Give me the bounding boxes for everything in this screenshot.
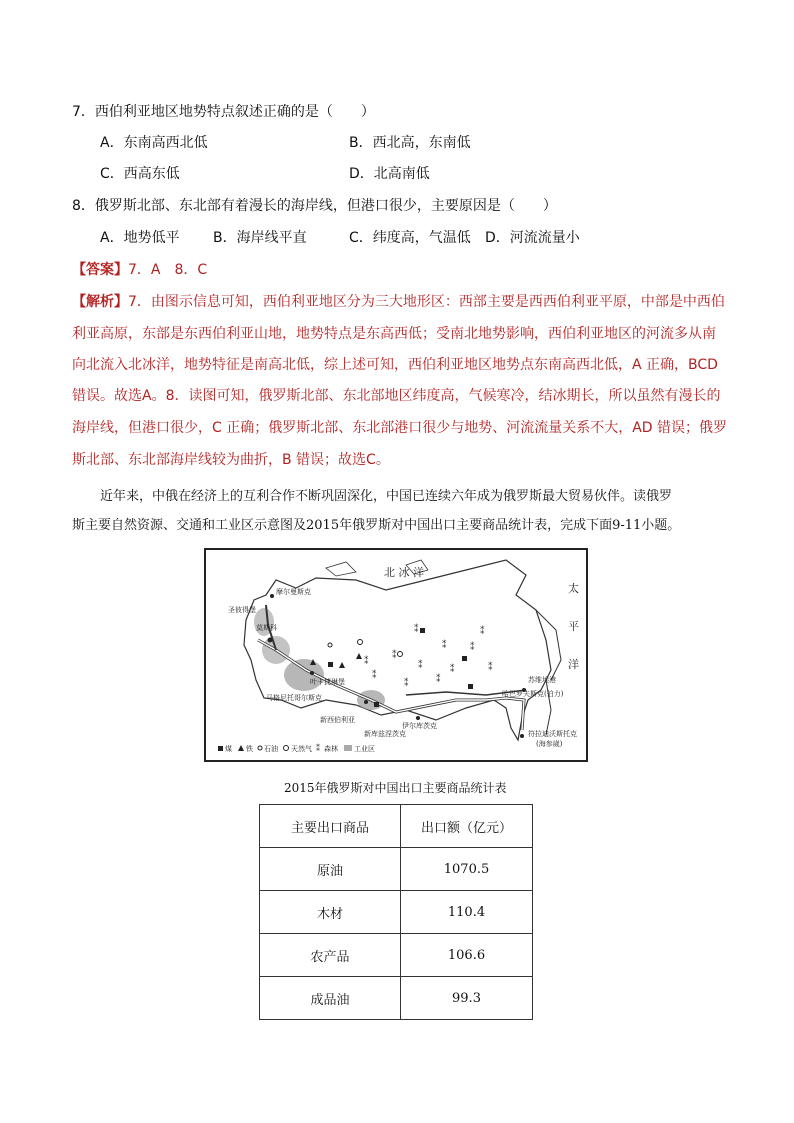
answer-line xyxy=(72,260,207,280)
answer-text: 7．A 8．C xyxy=(128,262,208,278)
map-label-pacific-1: 太 xyxy=(568,582,579,595)
gas-symbol xyxy=(358,640,363,645)
table-cell-amount: 1070.5 xyxy=(401,848,533,891)
map-label-novokuznetsk: 新库兹涅茨克 xyxy=(364,730,406,738)
svg-text:⁑: ⁑ xyxy=(392,651,397,661)
russia-map xyxy=(204,548,588,762)
table-row xyxy=(260,891,533,934)
legend-oil: 石油 xyxy=(264,745,278,753)
map-label-murmansk: 摩尔曼斯克 xyxy=(276,588,311,596)
analysis-line-2: 利亚高原，东部是东西伯利亚山地，地势特点是东高西低；受南北地势影响，西伯利亚地区的河流多从南 xyxy=(72,326,716,342)
analysis-line-5: 海岸线，但港口很少，C 正确；俄罗斯北部、东北部港口很少与地势、河流流量关系不大，AD 错误；俄罗 xyxy=(72,420,728,436)
coal-symbol xyxy=(420,628,425,633)
intro-line-1: 近年来，中俄在经济上的互利合作不断巩固深化，中国已连续六年成为俄罗斯最大贸易伙伴。读俄罗 xyxy=(100,489,673,504)
table-caption: 2015年俄罗斯对中国出口主要商品统计表 xyxy=(284,781,507,795)
forest-symbols xyxy=(364,623,493,689)
legend-industry-symbol xyxy=(344,745,352,751)
q7-stem: 7．西伯利亚地区地势特点叙述正确的是（ ） xyxy=(72,104,375,120)
city-dot-irkutsk xyxy=(416,716,420,720)
legend-coal-symbol xyxy=(218,746,223,751)
svg-text:⁑: ⁑ xyxy=(442,641,447,651)
map-label-arctic-ocean: 北 冰 洋 xyxy=(384,566,424,579)
svg-text:⁑: ⁑ xyxy=(480,627,485,637)
legend-coal: 煤 xyxy=(225,745,232,753)
table-row xyxy=(260,977,533,1020)
oil-symbol xyxy=(328,643,332,647)
q7-option-b: B．西北高，东南低 xyxy=(349,135,471,151)
q8-option-b: B．海岸线平直 xyxy=(213,230,307,246)
iron-symbol xyxy=(356,653,362,659)
q8-stem: 8．俄罗斯北部、东北部有着漫长的海岸线，但港口很少，主要原因是（ ） xyxy=(72,198,557,214)
city-dot-yekaterinburg xyxy=(310,671,314,675)
city-dot-vladivostok xyxy=(520,734,524,738)
answer-tag: 【答案】 xyxy=(72,262,128,278)
table-row xyxy=(260,848,533,891)
svg-text:⁑: ⁑ xyxy=(414,625,419,635)
legend-industry: 工业区 xyxy=(354,745,375,753)
analysis-line-6: 斯北部、东北部海岸线较为曲折，B 错误；故选C。 xyxy=(72,452,390,468)
legend-gas: 天然气 xyxy=(291,745,312,753)
gas-symbol xyxy=(398,652,403,657)
russia-map-drawing xyxy=(206,550,586,760)
intro-line-2: 斯主要自然资源、交通和工业区示意图及2015年俄罗斯对中国出口主要商品统计表，完成下面9-11小题。 xyxy=(72,518,681,533)
city-dot-moscow xyxy=(268,638,273,643)
q8-option-a: A．地势低平 xyxy=(100,230,180,246)
analysis-line-4: 错误。故选A。8．读图可知，俄罗斯北部、东北部地区纬度高，气候寒冷，结冰期长，所以虽然有漫长的 xyxy=(72,388,721,404)
legend-gas-symbol xyxy=(284,746,289,751)
map-label-stpetersburg: 圣彼得堡 xyxy=(228,606,256,614)
svg-text:⁑: ⁑ xyxy=(404,679,409,689)
map-label-vanino: 苏维埃港 xyxy=(528,676,556,684)
legend-iron: 铁 xyxy=(246,745,253,753)
svg-text:⁑: ⁑ xyxy=(488,663,493,673)
table-row xyxy=(260,934,533,977)
table-header-commodity: 主要出口商品 xyxy=(260,805,401,848)
coal-symbol xyxy=(468,684,473,689)
map-label-novosibirsk: 新西伯利亚 xyxy=(320,716,355,724)
coal-symbol xyxy=(374,702,379,707)
table-cell-commodity: 原油 xyxy=(260,848,401,891)
map-label-pacific-3: 洋 xyxy=(568,658,579,671)
table-header-row xyxy=(260,805,533,848)
analysis-tag: 【解析】 xyxy=(72,294,128,310)
city-dot-novosibirsk xyxy=(364,700,368,704)
table-cell-commodity: 成品油 xyxy=(260,977,401,1020)
city-dot-murmansk xyxy=(270,594,274,598)
coal-symbol xyxy=(328,662,333,667)
svg-text:⁑: ⁑ xyxy=(418,661,423,671)
q7-option-d: D．北高南低 xyxy=(349,166,430,182)
table-cell-amount: 106.6 xyxy=(401,934,533,977)
svg-text:⁑: ⁑ xyxy=(372,671,377,681)
iron-symbol xyxy=(339,662,345,668)
map-label-yekaterinburg: 叶卡捷琳堡 xyxy=(310,678,345,686)
legend-oil-symbol xyxy=(258,746,262,750)
map-label-moscow: 莫斯科 xyxy=(256,624,277,632)
q7-option-c: C．西高东低 xyxy=(100,166,180,182)
legend-forest-symbol: ⁑ xyxy=(316,744,320,753)
svg-text:⁑: ⁑ xyxy=(470,643,475,653)
analysis-line-1 xyxy=(72,292,725,312)
q7-option-a: A．东南高西北低 xyxy=(100,135,208,151)
legend-forest: 森林 xyxy=(324,745,338,753)
map-label-vladivostok: 符拉迪沃斯托克 xyxy=(528,730,577,738)
svg-text:⁑: ⁑ xyxy=(436,675,441,685)
q8-option-c: C．纬度高，气温低 xyxy=(349,230,471,246)
legend-iron-symbol xyxy=(238,745,244,751)
export-table xyxy=(259,804,533,1020)
q8-option-d: D．河流流量小 xyxy=(485,230,580,246)
svg-text:⁑: ⁑ xyxy=(364,657,369,667)
analysis-line-3: 向北流入北冰洋，地势特征是南高北低，综上述可知，西伯利亚地区地势点东南高西北低，A 正确，BCD xyxy=(72,357,718,373)
map-label-khabarovsk: 哈巴罗夫斯克(伯力) xyxy=(502,690,564,698)
analysis-text-1: 7．由图示信息可知，西伯利亚地区分为三大地形区：西部主要是西西伯利亚平原，中部是中西伯 xyxy=(128,294,725,310)
table-cell-amount: 99.3 xyxy=(401,977,533,1020)
map-label-vladivostok-note: (海参崴) xyxy=(536,740,563,748)
map-label-irkutsk: 伊尔库茨克 xyxy=(402,722,437,730)
map-label-magnitogorsk: 马格尼托哥尔斯克 xyxy=(266,694,322,702)
sakhalin-outline xyxy=(546,680,551,735)
table-cell-amount: 110.4 xyxy=(401,891,533,934)
coal-symbol xyxy=(462,656,467,661)
map-label-pacific-2: 平 xyxy=(568,620,579,633)
arctic-island-1 xyxy=(326,562,356,576)
svg-text:⁑: ⁑ xyxy=(450,665,455,675)
table-cell-commodity: 木材 xyxy=(260,891,401,934)
table-header-amount: 出口额（亿元） xyxy=(401,805,533,848)
table-cell-commodity: 农产品 xyxy=(260,934,401,977)
